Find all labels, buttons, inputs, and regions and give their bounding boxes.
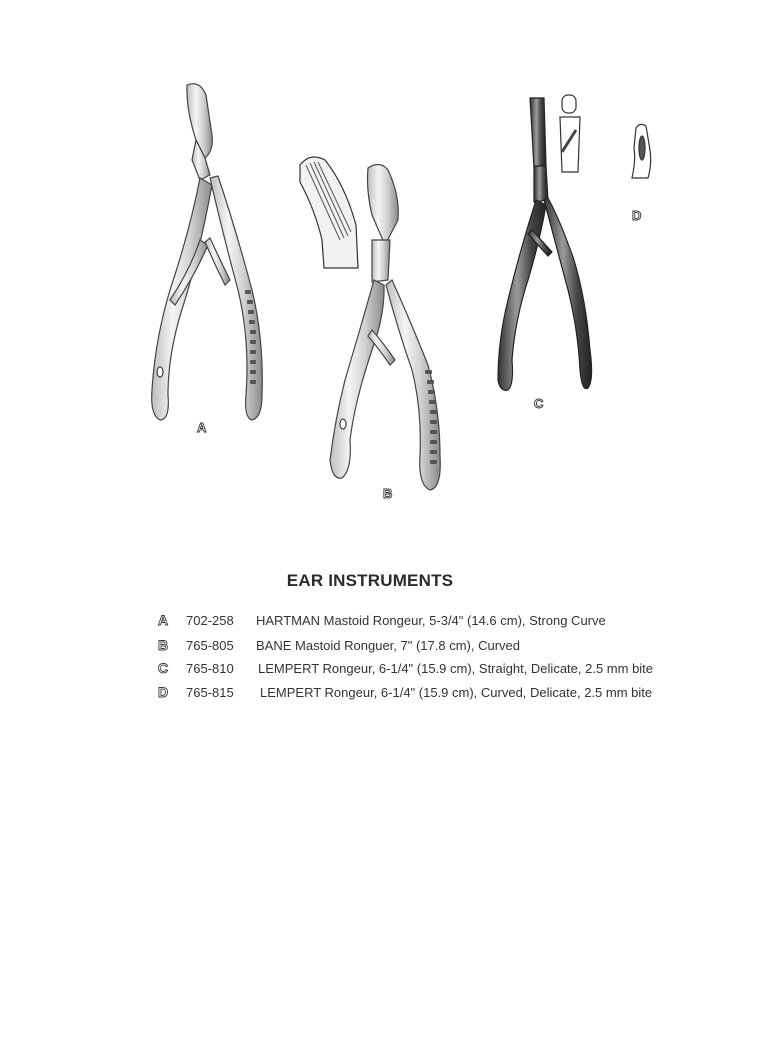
item-letter: C bbox=[158, 660, 169, 676]
item-code: 765-815 bbox=[186, 685, 234, 700]
item-letter: A bbox=[158, 612, 169, 628]
instrument-a-drawing bbox=[152, 84, 263, 420]
figure-label-a: A bbox=[197, 420, 207, 435]
item-code: 765-810 bbox=[186, 661, 234, 676]
figure-label-d: D bbox=[632, 208, 642, 223]
figure-label-c: C bbox=[534, 396, 544, 411]
instrument-c-tip-detail bbox=[560, 95, 580, 172]
instrument-illustrations bbox=[0, 0, 780, 520]
item-description: HARTMAN Mastoid Rongeur, 5-3/4" (14.6 cm), Strong Curve bbox=[256, 613, 606, 628]
item-description: LEMPERT Rongeur, 6-1/4" (15.9 cm), Straight, Delicate, 2.5 mm bite bbox=[258, 661, 654, 676]
item-description: LEMPERT Rongeur, 6-1/4" (15.9 cm), Curved, Delicate, 2.5 mm bite bbox=[260, 685, 653, 700]
figure-label-b: B bbox=[383, 486, 393, 501]
instrument-d-tip-detail bbox=[632, 124, 651, 178]
page-title: EAR INSTRUMENTS bbox=[286, 571, 454, 590]
item-description: BANE Mastoid Ronguer, 7" (17.8 cm), Curved bbox=[256, 638, 521, 653]
item-letter: B bbox=[158, 637, 169, 653]
item-code: 765-805 bbox=[186, 638, 234, 653]
item-letter: D bbox=[158, 684, 169, 700]
instrument-b-jaw-detail bbox=[300, 157, 358, 268]
item-code: 702-258 bbox=[186, 613, 234, 628]
